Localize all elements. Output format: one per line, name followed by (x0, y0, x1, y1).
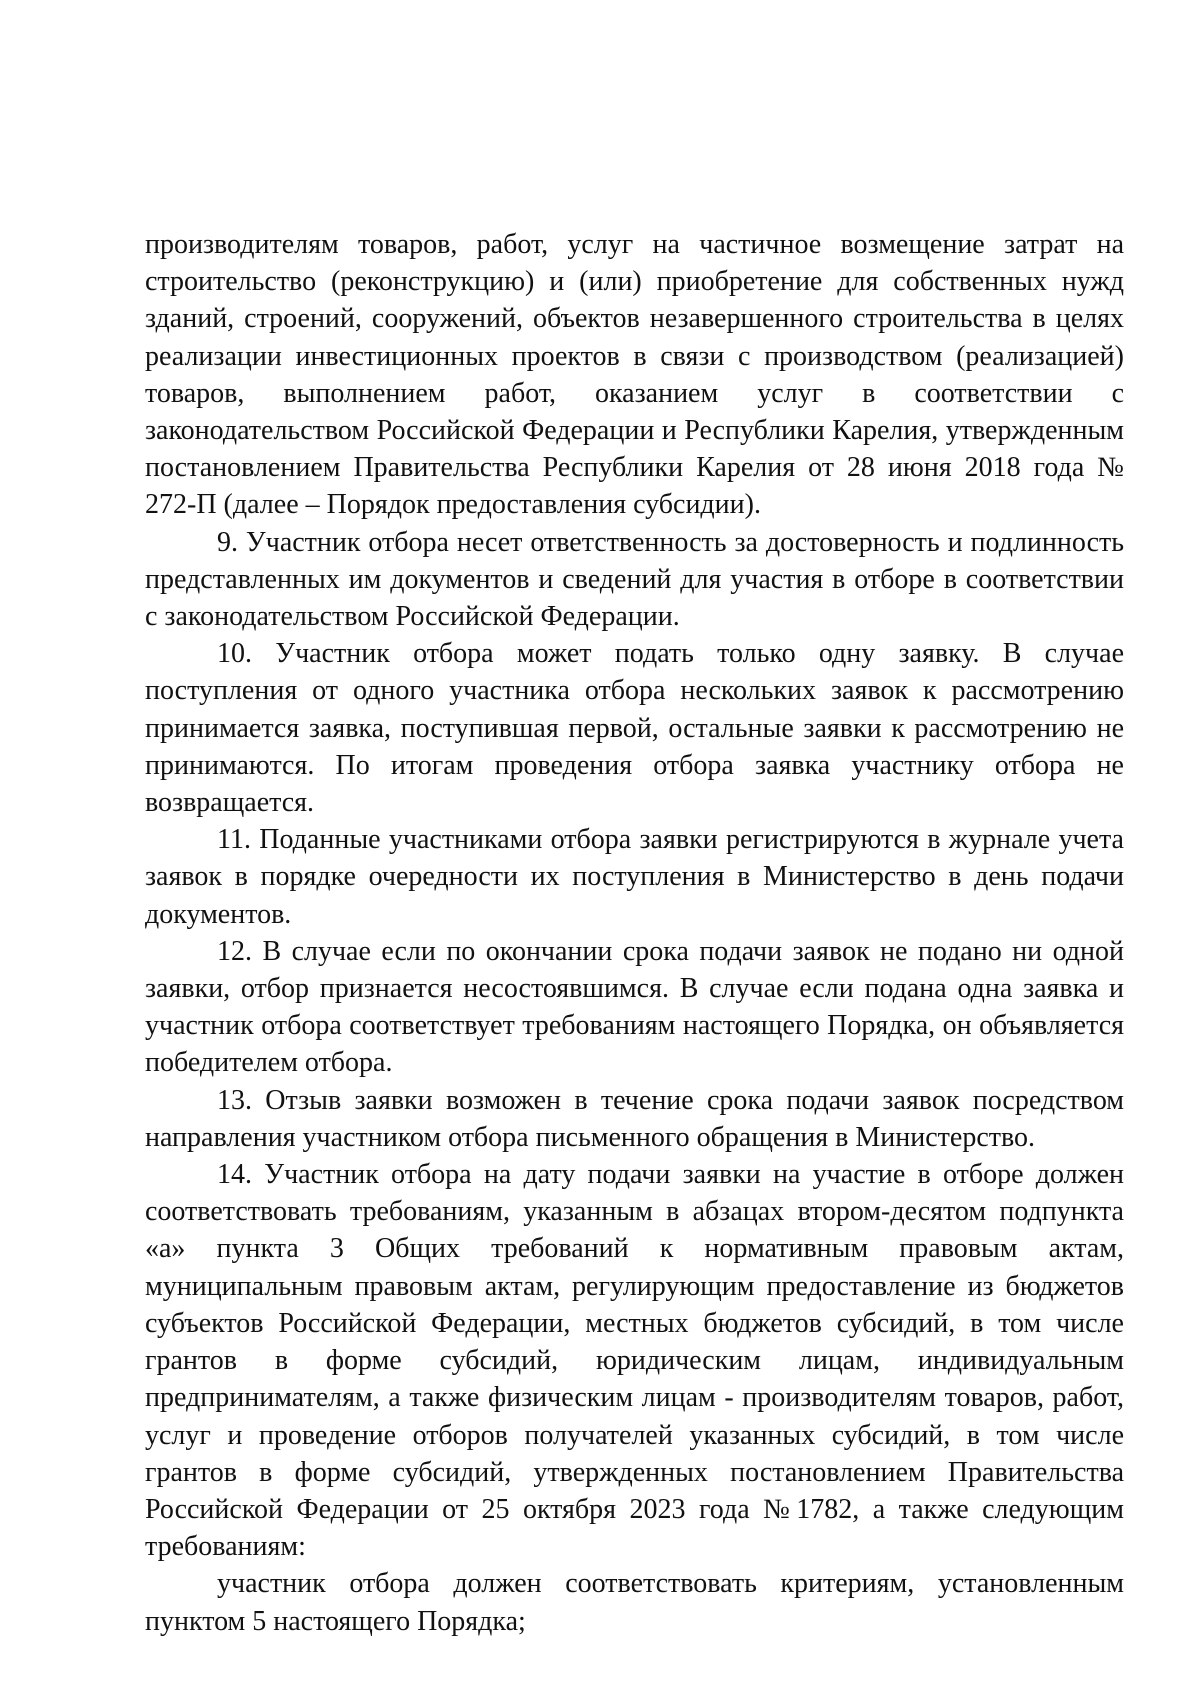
document-page (145, 226, 1124, 1640)
paragraph-item-10: 10. Участник отбора может подать только одну заявку. В случае поступления от одного участника отбора нескольких заявок к рассмотрению принимается заявка, поступившая первой, остальные заявки к рассмотрению не принимаются. По итогам проведения отбора заявка участнику отбора не возвращается. (145, 638, 1124, 819)
paragraph-item-9: 9. Участник отбора несет ответственность за достоверность и подлинность представленных им документов и сведений для участия в отборе в соответствии с законодательством Российской Федерации. (145, 526, 1124, 633)
paragraph-item-14: 14. Участник отбора на дату подачи заявки на участие в отборе должен соответствовать требованиям, указанным в абзацах втором-десятом подпункта «а» пункта 3 Общих требований к нормативным правовым актам, муниципальным правовым актам, регулирующим предоставление из бюджетов субъектов Российской Федерации, местных бюджетов субсидий, в том числе грантов в форме субсидий, юридическим лицам, индивидуальным предпринимателям, а также физическим лицам - производителям товаров, работ, услуг и проведение отборов получателей указанных субсидий, в том числе грантов в форме субсидий, утвержденных постановлением Правительства Российской Федерации от 25 октября 2023 года №1782, а также следующим требованиям: (145, 1159, 1124, 1563)
paragraph-item-13: 13. Отзыв заявки возможен в течение срока подачи заявок посредством направления участником отбора письменного обращения в Министерство. (145, 1084, 1124, 1153)
paragraph-continuation: производителям товаров, работ, услуг на частичное возмещение затрат на строительство (реконструкцию) и (или) приобретение для собственных нужд зданий, строений, сооружений, объектов незавершенного строительства в целях реализации инвестиционных проектов в связи с производством (реализацией) товаров, выполнением работ, оказанием услуг в соответствии с законодательством Российской Федерации и Республики Карелия, утвержденным постановлением Правительства Республики Карелия от 28 июня 2018 года № 272-П (далее – Порядок предоставления субсидии). (145, 229, 1124, 521)
paragraph-criteria: участник отбора должен соответствовать критериям, установленным пунктом 5 настоящего Порядка; (145, 1568, 1124, 1637)
paragraph-item-11: 11. Поданные участниками отбора заявки регистрируются в журнале учета заявок в порядке очередности их поступления в Министерство в день подачи документов. (145, 824, 1124, 930)
paragraph-item-12: 12. В случае если по окончании срока подачи заявок не подано ни одной заявки, отбор признается несостоявшимся. В случае если подана одна заявка и участник отбора соответствует требованиям настоящего Порядка, он объявляется победителем отбора. (145, 935, 1124, 1079)
